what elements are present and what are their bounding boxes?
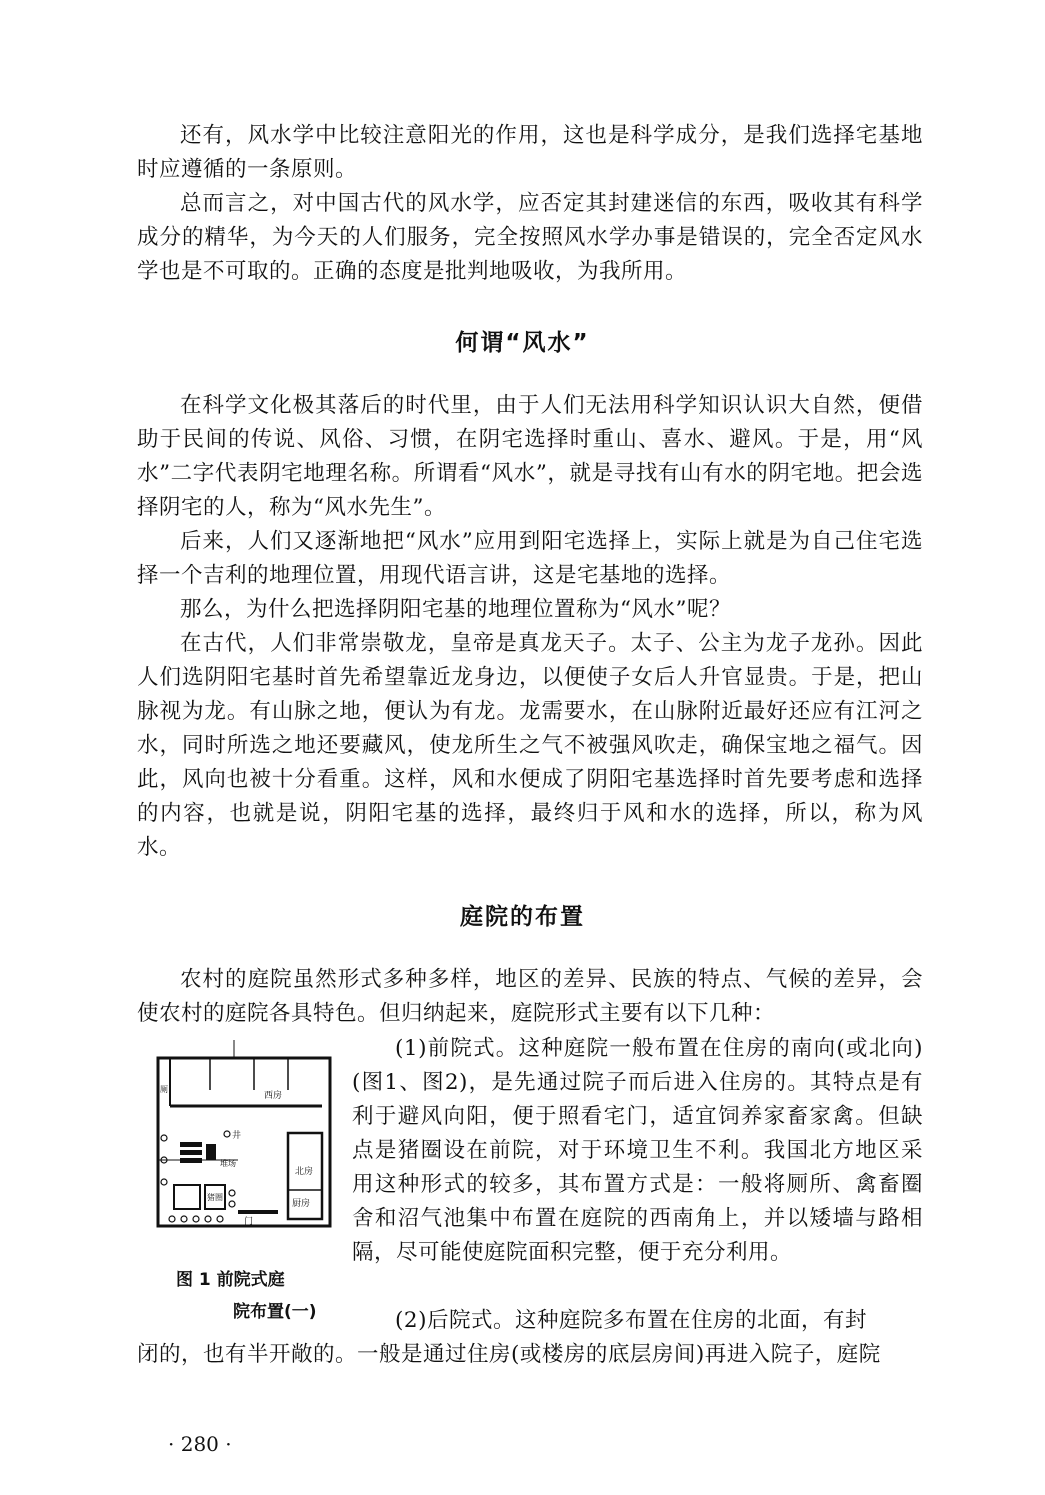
paragraph-yangzhai: 后来，人们又逐渐地把“风水”应用到阳宅选择上，实际上就是为自己住宅选择一个吉利的地理位置，用现代语言讲，这是宅基地的选择。	[137, 529, 923, 588]
paragraph-front-yard: (1)前院式。这种庭院一般布置在住房的南向(或北向)(图1、图2)，是先通过院子而后进入住房的。其特点是有利于避风向阳，便于照看宅门，适宜饲养家畜家禽。但缺点是猪圈设在前院，对于环境卫生不利。我国北方地区采用这种形式的较多，其布置方式是：一般将厕所、禽畜圈舍和沼气池集中布置在庭院的西南角上，并以矮墙与路相隔，尽可能使庭院面积完整，便于充分利用。	[352, 1036, 923, 1265]
figure1-caption-line1: 图 1 前院式庭	[176, 1270, 285, 1290]
figure1-floor-plan	[150, 1040, 345, 1235]
section-heading-fengshui: 何谓“风水”	[455, 330, 590, 356]
label-storage: 堆场	[220, 1159, 236, 1168]
label-pigsty: 猪圈	[207, 1193, 223, 1202]
label-west-room: 西房	[264, 1091, 283, 1101]
paragraph-fengshui-origin: 在科学文化极其落后的时代里，由于人们无法用科学知识认识大自然，便借助于民间的传说、风俗、习惯，在阴宅选择时重山、喜水、避风。于是，用“风水”二字代表阴宅地理名称。所谓看“风水”，就是寻找有山有水的阴宅地。把会选择阴宅的人，称为“风水先生”。	[137, 393, 923, 520]
label-gate: 门	[244, 1217, 254, 1227]
label-north-room: 北房	[295, 1167, 314, 1177]
paragraph-back-yard-start: (2)后院式。这种庭院多布置在住房的北面，有封	[395, 1308, 867, 1333]
paragraph-back-yard-cont: 闭的，也有半开敞的。一般是通过住房(或楼房的底层房间)再进入院子，庭院	[137, 1342, 881, 1367]
section-heading-courtyard: 庭院的布置	[460, 904, 585, 930]
paragraph-dragon: 在古代，人们非常崇敬龙，皇帝是真龙天子。太子、公主为龙子龙孙。因此人们选阴阳宅基时首先希望靠近龙身边，以便使子女后人升官显贵。于是，把山脉视为龙。有山脉之地，便认为有龙。龙需要水，在山脉附近最好还应有江河之水，同时所选之地还要藏风，使龙所生之气不被强风吹走，确保宝地之福气。因此，风向也被十分看重。这样，风和水便成了阴阳宅基选择时首先要考虑和选择的内容，也就是说，阴阳宅基的选择，最终归于风和水的选择，所以，称为风水。	[137, 631, 923, 860]
paragraph-courtyard-intro: 农村的庭院虽然形式多种多样，地区的差异、民族的特点、气候的差异，会使农村的庭院各具特色。但归纳起来，庭院形式主要有以下几种：	[137, 967, 923, 1026]
label-kitchen: 厨房	[292, 1199, 311, 1209]
page-number: · 280 ·	[168, 1432, 232, 1456]
figure1-caption-line2: 院布置(一)	[233, 1302, 317, 1322]
paragraph-summary: 总而言之，对中国古代的风水学，应否定其封建迷信的东西，吸收其有科学成分的精华，为今天的人们服务，完全按照风水学办事是错误的，完全否定风水学也是不可取的。正确的态度是批判地吸收，为我所用。	[137, 191, 923, 284]
label-well: 井	[232, 1131, 242, 1141]
paragraph-question: 那么，为什么把选择阴阳宅基的地理位置称为“风水”呢？	[180, 597, 731, 622]
paragraph-sunlight: 还有，风水学中比较注意阳光的作用，这也是科学成分，是我们选择宅基地时应遵循的一条原则。	[137, 123, 923, 182]
label-toilet: 厕	[160, 1085, 168, 1094]
